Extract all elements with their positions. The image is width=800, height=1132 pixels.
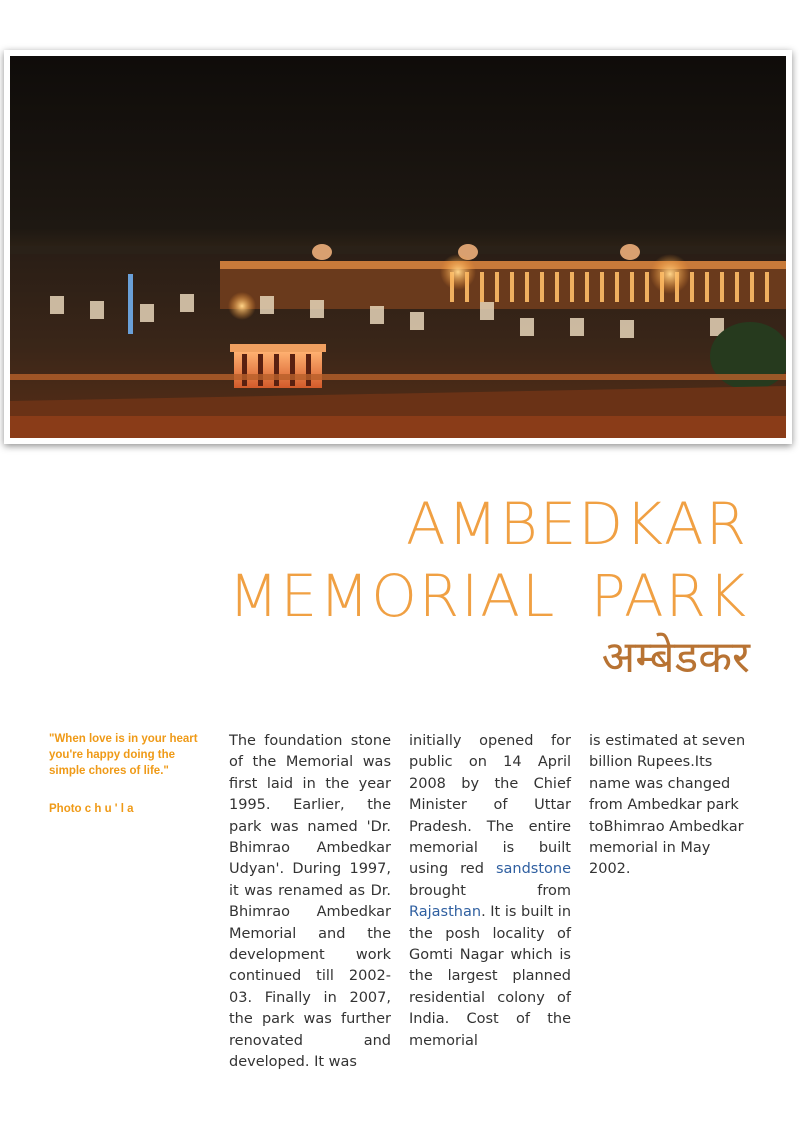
hindi-subtitle: अम्बेडकर — [601, 632, 750, 683]
photo-credit: Photo c h u ' l a — [49, 803, 134, 815]
rajasthan-link[interactable]: Rajasthan — [409, 904, 482, 921]
article-column-3: is estimated at seven billion Rupees.Its name was changed from Ambedkar park toBhimrao Ambedkar memorial in May 2002. — [589, 733, 746, 878]
article-column-1: The foundation stone of the Memorial was first laid in the year 1995. Earlier, the park was named 'Dr. Bhimrao Ambedkar Udyan'. During 1997, it was renamed as Dr. Bhimrao Ambedkar Memorial and the development work continued till 2002-03. Finally in 2007, the park was further renovated and developed. It was — [229, 733, 391, 1071]
article-text: . It is built in the posh locality of Gomti Nagar which is the largest planned residential colony of India. Cost of the memorial — [409, 904, 572, 1049]
article-text: initially opened for public on 14 April 2008 by the Chief Minister of Uttar Pradesh. The entire memorial is built using red — [409, 733, 571, 878]
memorial-night-photo — [10, 56, 786, 438]
title-line-2: MEMORIAL PARK — [228, 562, 748, 630]
article-text: brought from — [409, 882, 571, 899]
page-title — [148, 488, 748, 632]
photo-frame — [4, 50, 792, 444]
title-line-1: AMBEDKAR — [406, 490, 748, 558]
sandstone-link[interactable]: sandstone — [495, 861, 571, 878]
sidebar-quote: "When love is in your heart you're happy doing the simple chores of life." — [49, 733, 198, 777]
article-column-2 — [409, 731, 571, 1052]
